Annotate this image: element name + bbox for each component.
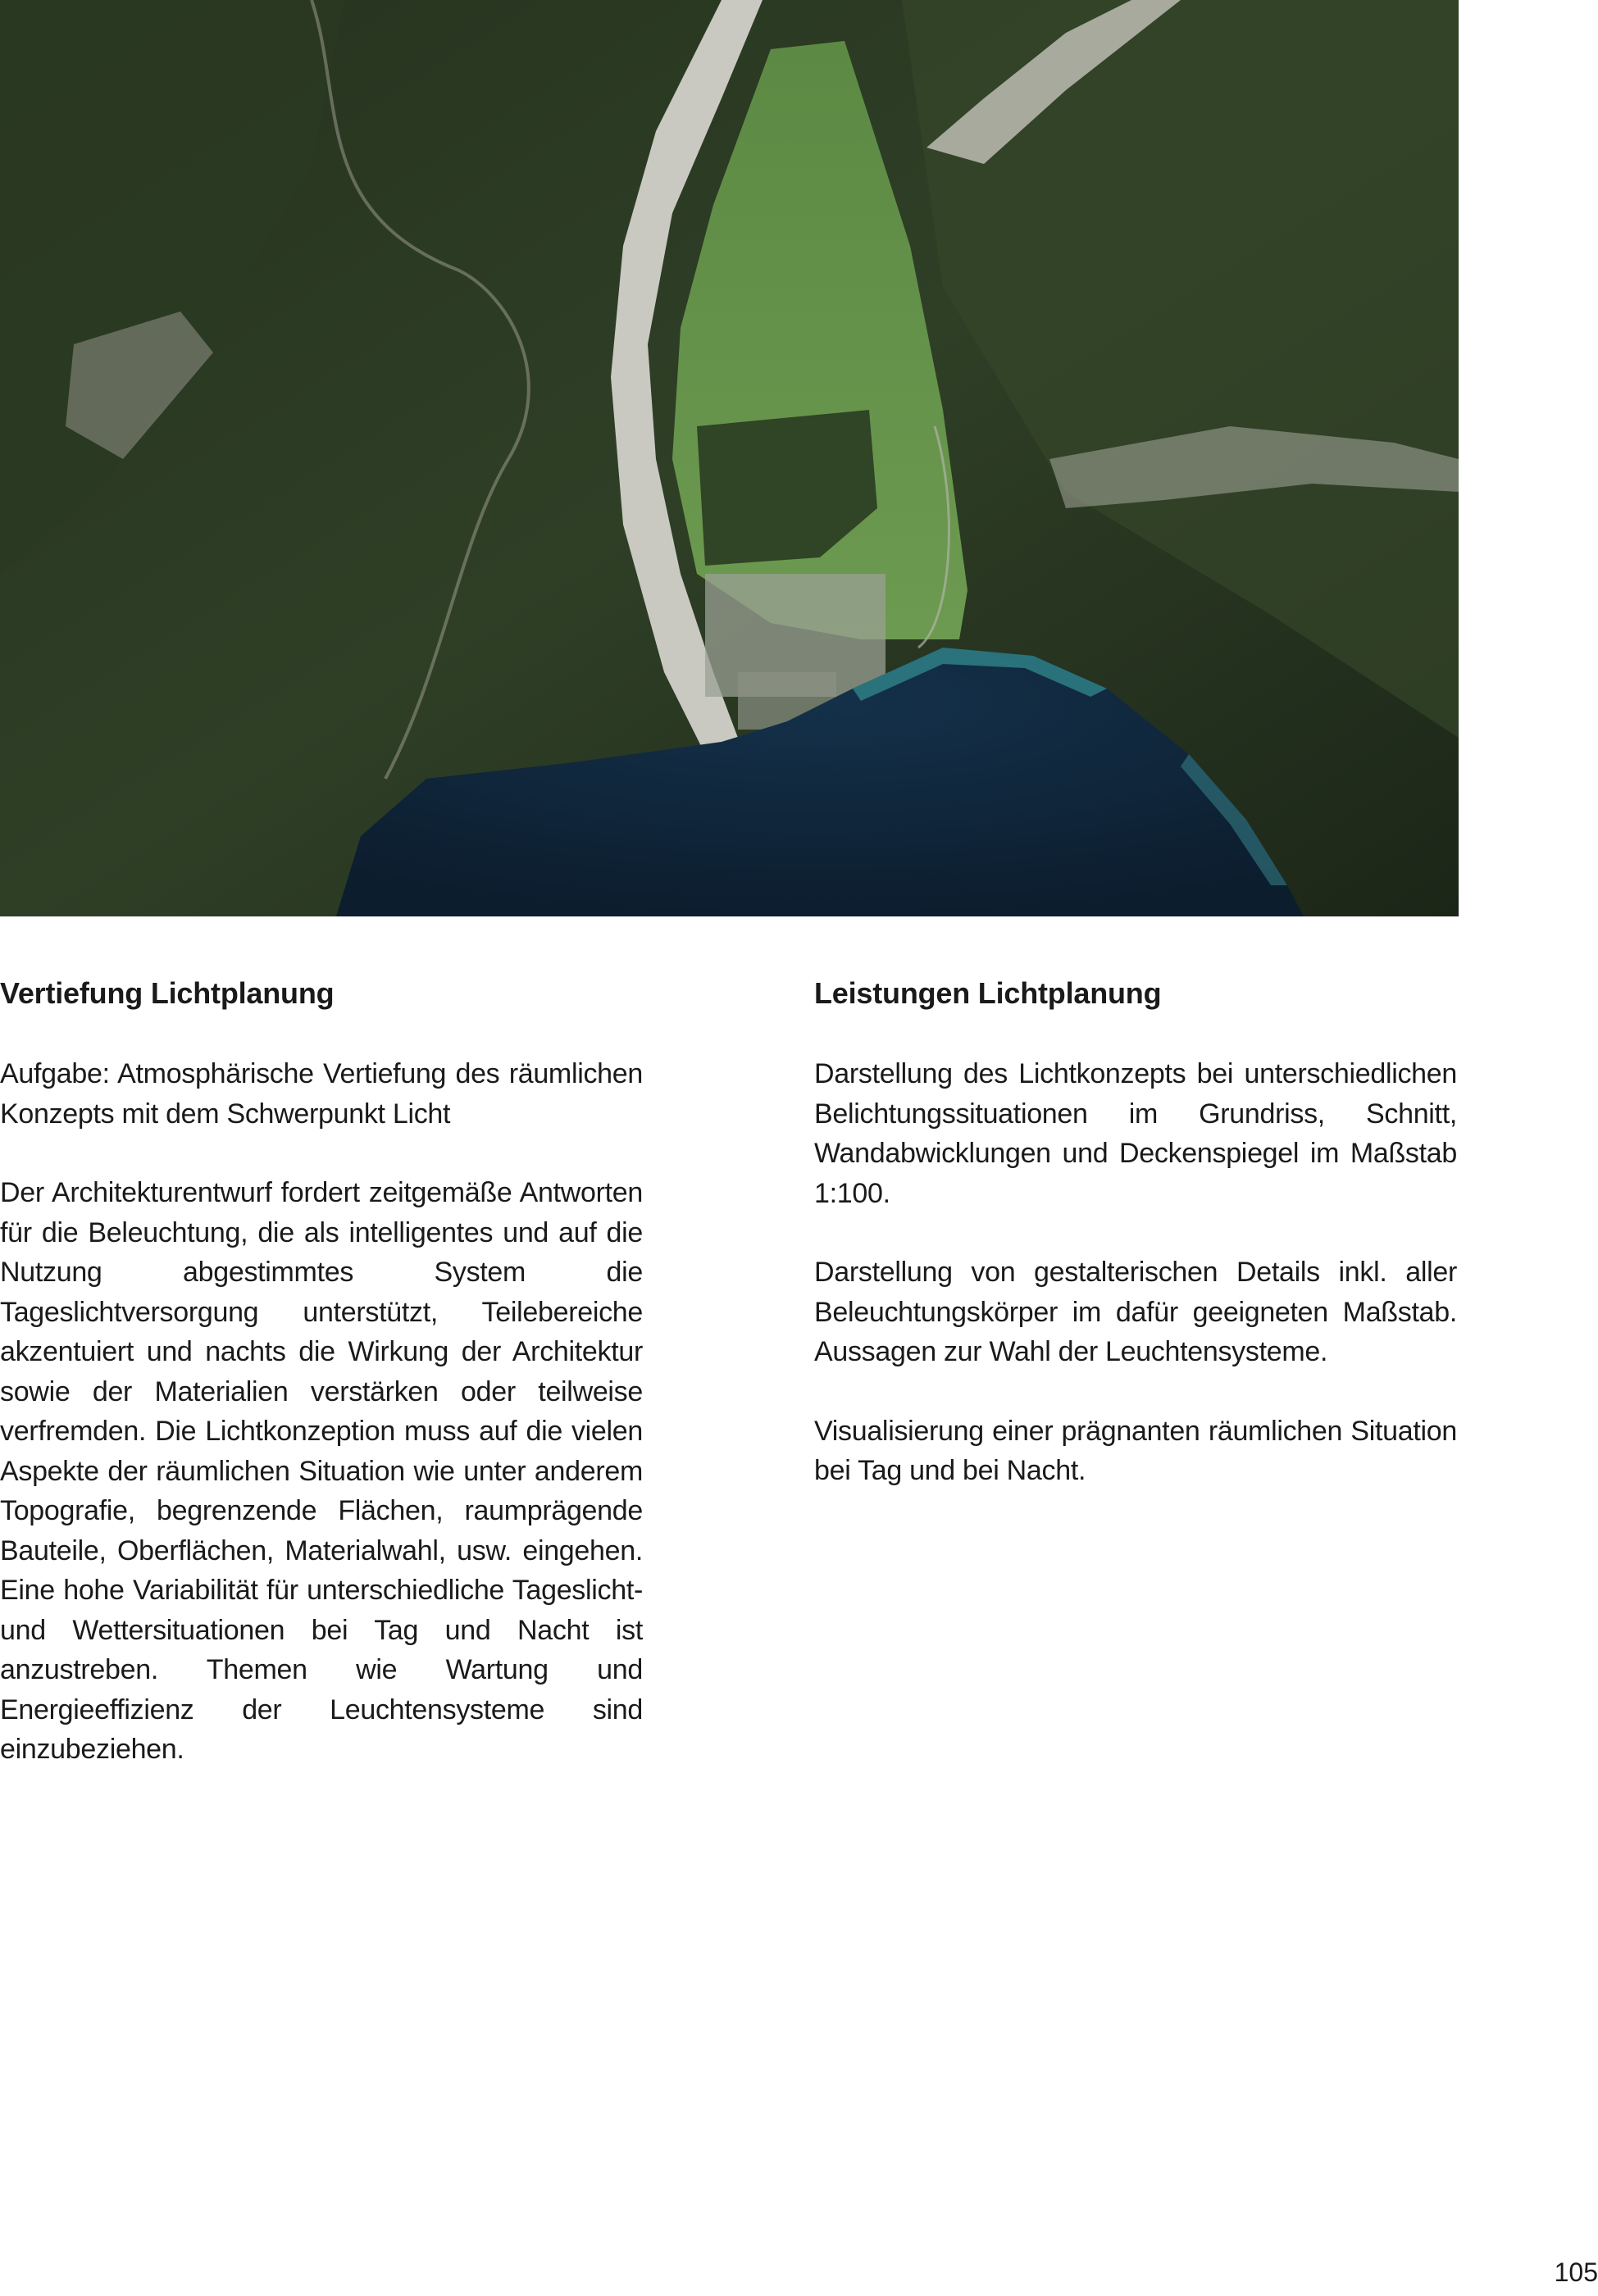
left-column [0,974,643,1809]
paragraph-details: Darstellung von gestalterischen Details inkl. aller Beleuchtungskörper im dafür geeigneten Maßstab. Aussagen zur Wahl der Leuchtensysteme. [814,1257,1457,1367]
aerial-photo [0,0,1459,916]
right-column [814,974,1457,1530]
paragraph-architekturentwurf: Der Architekturentwurf fordert zeitgemäße Antworten für die Beleuchtung, die als intelligentes und auf die Nutzung abgestimmtes System die Tageslichtversorgung unterstützt, Teilebereiche akzentuiert und nachts die Wirkung der Architektur sowie der Materialien verstärken oder teilweise verfremden. Die Lichtkonzeption muss auf die vielen Aspekte der räumlichen Situation wie unter anderem Topografie, begrenzende Flächen, raumprägende Bauteile, Oberflächen, Materialwahl, usw. eingehen. Eine hohe Variabilität für unterschiedliche Tageslicht- und Wettersituationen bei Tag und Nacht ist anzustreben. Themen wie Wartung und Energieeffizienz der Leuchtensysteme sind einzubeziehen. [0,1177,643,1765]
heading-vertiefung: Vertiefung Lichtplanung [0,976,335,1010]
paragraph-visualisierung: Visualisierung einer prägnanten räumlichen Situation bei Tag und bei Nacht. [814,1415,1457,1486]
heading-leistungen: Leistungen Lichtplanung [814,976,1162,1010]
page-number: 105 [1554,2257,1598,2287]
paragraph-lichtkonzept: Darstellung des Lichtkonzepts bei unterschiedlichen Belichtungssituationen im Grundriss, Schnitt, Wandabwicklungen und Deckenspiegel im Maßstab 1:100. [814,1058,1457,1209]
aerial-lake-valley-photo [0,0,1459,916]
paragraph-aufgabe: Aufgabe: Atmosphärische Vertiefung des räumlichen Konzepts mit dem Schwerpunkt Licht [0,1058,643,1130]
